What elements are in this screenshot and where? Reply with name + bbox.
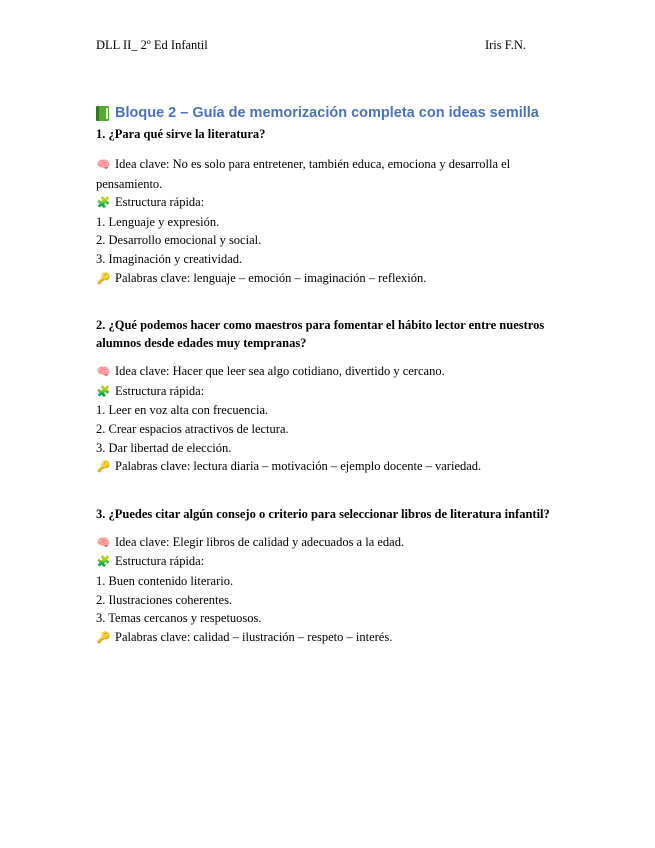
key-icon: 🔑	[96, 271, 111, 285]
document-body	[96, 102, 566, 647]
question-3: 3. ¿Puedes citar algún consejo o criterio para seleccionar libros de literatura infantil?	[96, 506, 550, 521]
list-item: 1. Lenguaje y expresión.	[96, 214, 220, 229]
idea-clave-text: Idea clave: No es solo para entretener, también educa, emociona y desarrolla el pensamiento.	[96, 157, 511, 191]
brain-icon: 🧠	[96, 158, 111, 171]
list-item: 1. Buen contenido literario.	[96, 573, 234, 588]
key-icon: 🔑	[96, 460, 111, 474]
brain-icon: 🧠	[96, 535, 111, 549]
idea-clave-2	[96, 362, 566, 382]
estructura-label: Estructura rápida:	[115, 195, 205, 210]
list-item: 3. Dar libertad de elección.	[96, 440, 232, 455]
palabras-clave-text: Palabras clave: lectura diaria – motivación – ejemplo docente – variedad.	[115, 459, 482, 474]
palabras-clave-text: Palabras clave: calidad – ilustración – respeto – interés.	[115, 629, 393, 644]
page-header	[96, 38, 526, 53]
estructura-rapida-1	[96, 193, 566, 213]
estructura-label: Estructura rápida:	[115, 554, 205, 569]
idea-clave-text: Idea clave: Hacer que leer sea algo cotidiano, divertido y cercano.	[115, 364, 445, 379]
palabras-clave-1	[96, 269, 566, 289]
header-course: DLL II_ 2º Ed Infantil	[96, 38, 208, 52]
green-book-icon	[96, 106, 109, 121]
palabras-clave-text: Palabras clave: lenguaje – emoción – imaginación – reflexión.	[115, 270, 427, 285]
puzzle-icon: 🧩	[96, 384, 111, 398]
question-2: 2. ¿Qué podemos hacer como maestros para fomentar el hábito lector entre nuestros alumnos desde edades muy tempranas?	[96, 318, 545, 351]
estructura-label: Estructura rápida:	[115, 383, 205, 398]
estructura-rapida-2	[96, 382, 566, 402]
idea-clave-1	[96, 155, 566, 193]
idea-clave-text: Idea clave: Elegir libros de calidad y adecuados a la edad.	[115, 534, 405, 549]
key-icon: 🔑	[96, 630, 111, 644]
document-title	[96, 102, 566, 124]
list-item: 2. Desarrollo emocional y social.	[96, 233, 262, 248]
list-item: 3. Temas cercanos y respetuosos.	[96, 611, 262, 626]
list-item: 3. Imaginación y creatividad.	[96, 251, 243, 266]
palabras-clave-2	[96, 457, 566, 477]
palabras-clave-3	[96, 628, 566, 648]
brain-icon: 🧠	[96, 365, 111, 379]
header-author: Iris F.N.	[484, 38, 526, 52]
document-title-text: Bloque 2 – Guía de memorización completa con ideas semilla	[115, 105, 539, 121]
list-item: 1. Leer en voz alta con frecuencia.	[96, 403, 269, 418]
list-item: 2. Crear espacios atractivos de lectura.	[96, 421, 289, 436]
question-1: 1. ¿Para qué sirve la literatura?	[96, 127, 266, 141]
estructura-rapida-3	[96, 552, 566, 572]
puzzle-icon: 🧩	[96, 555, 111, 569]
list-item: 2. Ilustraciones coherentes.	[96, 592, 233, 607]
puzzle-icon: 🧩	[96, 196, 111, 210]
idea-clave-3	[96, 533, 566, 553]
